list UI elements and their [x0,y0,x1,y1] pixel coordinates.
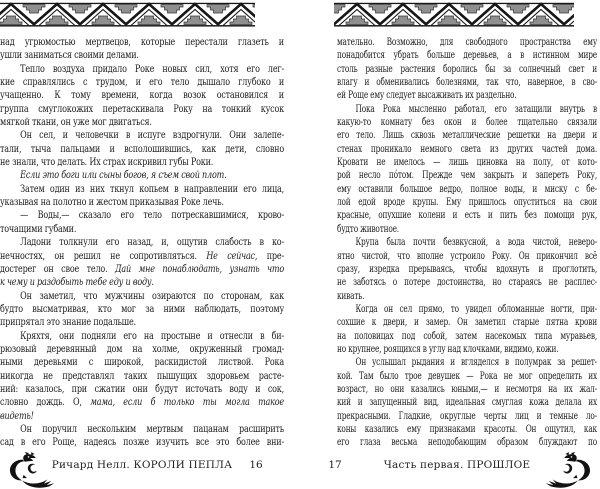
text-line [337,396,597,409]
text-line [337,116,597,129]
body-text: Кряхтя, они подняли его на простыне и отнесли в би- [20,330,284,342]
text-line [0,423,284,436]
left-page-text [0,36,284,450]
text-line [0,209,284,222]
body-text: , пре- [254,250,284,262]
text-line [337,89,597,102]
body-text: Он сел, и человечки в испуге вздрогнули. Они залепе- [20,130,284,142]
ornamental-border-icon [334,2,574,27]
body-text: Он поручил нескольким мертвым пацанам расширить [20,423,284,435]
text-line [0,303,284,316]
body-text: припрятал это знание подальше. [0,317,136,329]
running-title-left: Ричард Нелл. КОРОЛИ ПЕПЛА [51,459,233,471]
text-line [0,89,284,102]
body-text: Тепло воздуха придало Роке новых сил, хотя его лег- [20,63,284,75]
text-line [0,223,284,236]
right-page [337,36,597,450]
body-text: сад в его Роще, надеясь позже изучить все это более вни- [0,437,284,449]
italic-text: Не сейчас [206,250,255,262]
body-text: его тело. Лишь сквозь металлические решетки на двери и [337,130,597,142]
body-text: будто высматривая, кто мог за ними наблюдать, поэтому [0,303,284,315]
text-line [0,103,284,116]
text-line [0,396,284,409]
text-line [0,370,284,383]
text-line [337,303,597,316]
left-page [0,36,284,450]
body-text: лой едой вроде крупы. Ему пришлось опуститься на свои [337,197,597,209]
italic-text: мама, если б только ты могла такое [90,397,284,409]
text-line [0,129,284,142]
body-text: рой несло по́том. Прежде чем закрыть и запереть Року, [337,170,597,182]
text-line [337,49,597,62]
italic-text: к чему и раздобыть тебе еду и воду. [0,277,154,289]
text-line [0,63,284,76]
body-text: не знали, что делать. Их страх искривил губы Роки. [0,157,214,169]
italic-text: Дай мне понаблюдать, узнать что [115,263,284,275]
body-text: его глаза весьма неподобающим образом блуждают по [337,437,597,449]
text-line [0,236,284,249]
text-line [0,436,284,449]
italic-text: Если это боги или сыны богов, я съем свой плот. [20,170,227,182]
text-line [337,383,597,396]
body-text: учащенно. К тому времени, когда возок остановился и [0,90,284,102]
body-text: Он услышал рыдания и вгляделся в полумрак за решет- [355,357,597,369]
body-text: Кровати не имелось — лишь циновка на полу, от кото- [337,157,597,169]
body-text: Крупа была почти безвкусной, а вода чистой, неверо- [355,237,597,249]
body-text: ятно чистой, что вполне устроило Року. Он прикончил всё [337,250,597,262]
body-text: понадобится убрать больше деревьев, а в истинном мире [337,50,597,62]
text-line [0,76,284,89]
text-line [337,143,597,156]
text-line [337,183,597,196]
body-text: кивать. [337,290,365,302]
body-text: сохшие к двери, и замер. Он заметил старые пятна крови [337,317,597,329]
text-line [337,316,597,329]
body-text: какую-то комнату без окон и более тщательно связали [337,117,597,129]
body-text: ний: казалось, при сжатии они будут источать воду и сок, [0,383,284,395]
text-line [0,183,284,196]
right-page-text [337,36,597,450]
body-text: Пока Рока мысленно работал, его затащили внутрь в [355,103,597,115]
text-line [337,436,597,449]
text-line [0,290,284,303]
dragon-flourish-icon [4,452,64,488]
body-text: Затем один из них ткнул копьем в направлении его лица, [20,183,284,195]
text-line [337,410,597,423]
body-text: — Воды,— сказало его тело потрескавшимися, крово- [20,210,284,222]
text-line [337,263,597,276]
body-text: Когда он сел прямо, то увидел обломанные ногти, при- [355,303,597,315]
text-line [0,410,284,423]
text-line [0,169,284,182]
text-line [0,116,284,129]
text-line [0,196,284,209]
body-text: возраст, но они казались юными,— и несмотря на их жал- [337,383,597,395]
body-text: прекрасными. Гладкие, округлые черты лиц и темные ло- [337,410,597,422]
text-line [337,103,597,116]
text-line [0,49,284,62]
ornamental-border-icon [0,2,255,27]
body-text: никогда не представлял таких пышущих здоровьем расте- [0,370,284,382]
body-text: влагу и обменивались болезнями, так что, наверное, в сво- [337,77,597,89]
body-text: кой. Там было трое девушек — Рока не мог определить их [337,370,597,382]
text-line [0,36,284,49]
text-line [0,356,284,369]
text-line [337,223,597,236]
text-line [337,330,597,343]
text-line [337,290,597,303]
text-line [337,370,597,383]
body-text: кие справлялись с трудом, и его тело дышало глубоко и [0,77,284,89]
text-line [0,250,284,263]
text-line [0,343,284,356]
text-line [0,316,284,329]
body-text: на половицах под собой, затем насекомых типа муравьев, [337,330,597,342]
body-text: Он заметил, что мужчины озираются по сторонам, как [20,290,284,302]
body-text: словно дождь. О, [0,397,91,409]
body-text: указывая на полотно и жестом приказывая Роке лечь. [0,197,224,209]
text-line [337,129,597,142]
text-line [0,330,284,343]
body-text: ными деревьями с широкой, раскидистой листвой. Рока [0,357,284,369]
body-text: ушли заниматься своими делами. [0,50,139,62]
text-line [337,423,597,436]
body-text: мягкой ткани, он уже мог двигаться. [0,117,152,129]
body-text: будто животное. [337,223,399,235]
text-line [0,383,284,396]
body-text: тали, тыча пальцами и всполошившись, как дети, словно [0,143,284,155]
text-line [0,143,284,156]
text-line [337,356,597,369]
text-line [337,250,597,263]
text-line [0,156,284,169]
text-line [0,263,284,276]
text-line [337,169,597,182]
page-number-right: 17 [328,459,342,471]
text-line [337,276,597,289]
body-text: Ладони толкнули его назад, и, ощутив слабость в ко- [20,237,284,249]
body-text: не заботясь о потере достоинства, но стараясь не расплес- [337,277,597,289]
body-text: красные, опухшие колени и есть и пить без помощи рук, [337,210,597,222]
body-text: группа смуглокожих перетаскивала Року на тонкий кусок [0,103,284,115]
text-line [337,156,597,169]
body-text: ему оставили большое ведро, полное воды, и миску с бе- [337,183,597,195]
text-line [337,196,597,209]
body-text: сразу, изредка прерываясь, чтобы вдохнуть и проглотить, [337,263,597,275]
text-line [337,36,597,49]
body-text: мательно. Возможно, для свободного пространства ему [337,37,597,48]
text-line [337,343,597,356]
body-text: столь разные растения боролись бы за солнечный свет и [337,63,597,75]
body-text: но крупнее, роящихся в углу над клочками, видимо, кожи. [337,343,559,355]
body-text: точащими губами. [0,223,77,235]
text-line [337,76,597,89]
page-number-left: 16 [249,459,263,471]
text-line [0,276,284,289]
body-text: рюзовый деревянный дом на холме, окруженный громад- [0,343,284,355]
body-text: достерег он свое тело. [0,263,116,275]
italic-text: видеть! [0,410,34,422]
body-text: коны казались ему признаками красоты. Он ощутил, как [337,423,597,435]
running-title-right: Часть первая. ПРОШЛОЕ [383,459,531,471]
body-text: кий и запущенный вид, идеальная смуглая кожа делала их [337,397,597,409]
text-line [337,236,597,249]
body-text: над угрюмостью мертвецов, которые перестали глазеть и [0,37,284,48]
body-text: стенах проникало немного света из других частей дома. [337,143,597,155]
dragon-flourish-mirrored-icon [536,452,596,488]
text-line [337,209,597,222]
text-line [337,63,597,76]
body-text: нечностях, он решил не сопротивляться. [0,250,207,262]
body-text: ей Роще ему следует высаживать их раздельно. [337,90,517,102]
